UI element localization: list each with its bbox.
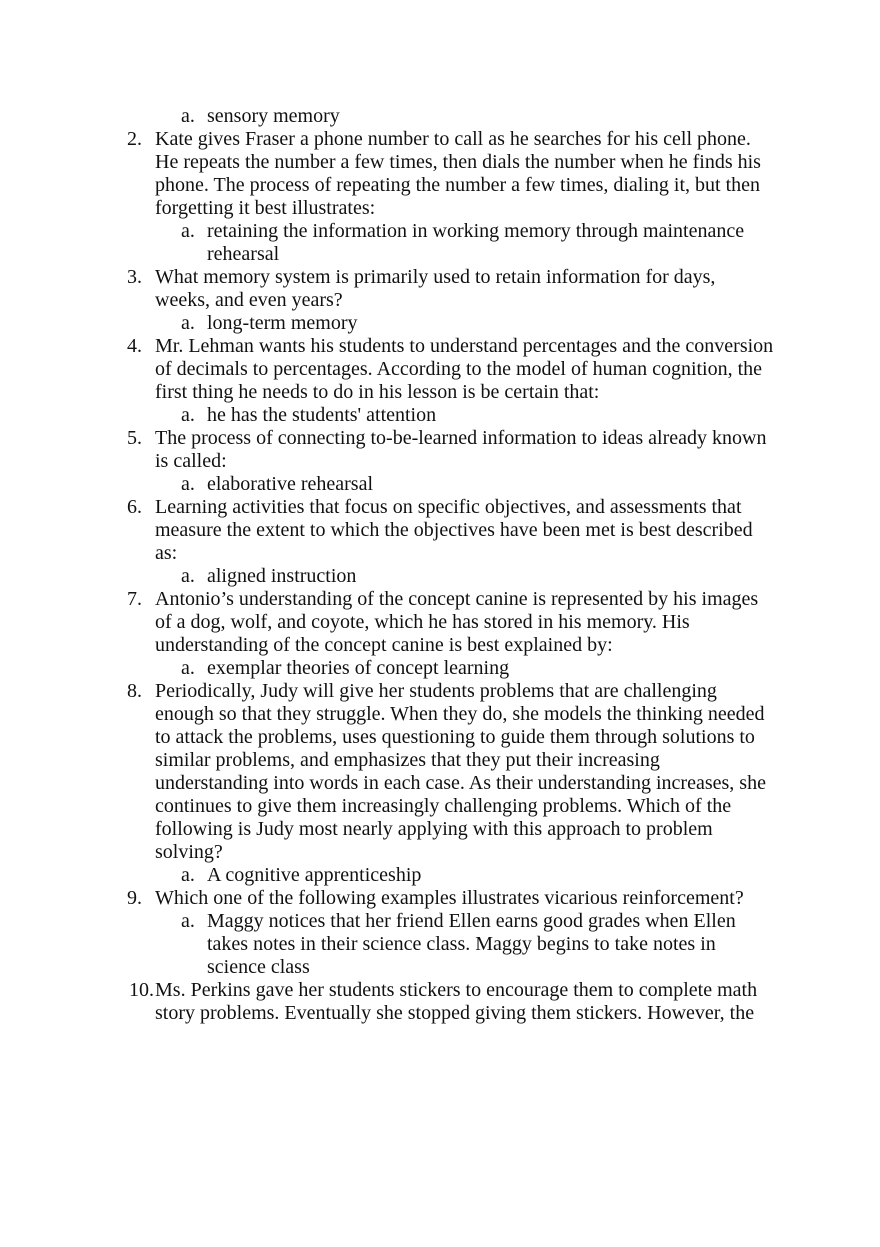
question-text: Mr. Lehman wants his students to understand percentages and the conversion of decimals to percentages. According to the model of human cognition, the first thing he needs to do in his lesson is be certain that: (155, 335, 774, 403)
answer-letter: a. (181, 473, 195, 495)
question-text: Kate gives Fraser a phone number to call as he searches for his cell phone. He repeats the number a few times, then dials the number when he finds his phone. The process of repeating the number a few times, dialing it, but then forgetting it best illustrates: (155, 128, 761, 219)
question-number: 3. (127, 266, 142, 288)
answer-letter: a. (181, 105, 195, 127)
question-text: The process of connecting to-be-learned information to ideas already known is called: (155, 427, 767, 472)
question-7 (127, 588, 775, 657)
answer-text: long-term memory (207, 312, 358, 334)
question-text: What memory system is primarily used to retain information for days, weeks, and even years? (155, 266, 716, 311)
answer-text: aligned instruction (207, 565, 357, 587)
orphan-answer (181, 105, 777, 128)
answer-letter: a. (181, 404, 195, 426)
answer-letter: a. (181, 864, 195, 886)
question-text: Periodically, Judy will give her students problems that are challenging enough so that they struggle. When they do, she models the thinking needed to attack the problems, uses questioning to guide them through solutions to similar problems, and emphasizes that they put their increasing understanding into words in each case. As their understanding increases, she continues to give them increasingly challenging problems. Which of the following is Judy most nearly applying with this approach to problem solving? (155, 680, 766, 863)
answer-text: exemplar theories of concept learning (207, 657, 510, 679)
answer-text: elaborative rehearsal (207, 473, 374, 495)
answer-3 (181, 312, 777, 335)
question-4 (127, 335, 775, 404)
answer-text: A cognitive apprenticeship (207, 864, 422, 886)
question-number: 10. (129, 979, 154, 1001)
question-number: 7. (127, 588, 142, 610)
question-number: 9. (127, 887, 142, 909)
answer-letter: a. (181, 565, 195, 587)
question-2 (127, 128, 775, 220)
answer-6 (181, 565, 777, 588)
answer-letter: a. (181, 657, 195, 679)
answer-text: retaining the information in working memory through maintenance rehearsal (207, 220, 745, 265)
answer-5 (181, 473, 777, 496)
answer-9 (181, 910, 777, 979)
question-text: Antonio’s understanding of the concept canine is represented by his images of a dog, wolf, and coyote, which he has stored in his memory. His understanding of the concept canine is best explained by: (155, 588, 759, 656)
question-text: Ms. Perkins gave her students stickers to encourage them to complete math story problems. Eventually she stopped giving them stickers. However, the (155, 979, 758, 1024)
question-8 (127, 680, 775, 864)
question-10 (129, 979, 775, 1025)
answer-8 (181, 864, 777, 887)
answer-text: sensory memory (207, 105, 340, 127)
answer-2 (181, 220, 777, 266)
question-list (0, 105, 880, 1025)
question-3 (127, 266, 775, 312)
answer-text: Maggy notices that her friend Ellen earns good grades when Ellen takes notes in their science class. Maggy begins to take notes in science class (207, 910, 736, 978)
question-number: 8. (127, 680, 142, 702)
answer-7 (181, 657, 777, 680)
question-6 (127, 496, 775, 565)
question-text: Which one of the following examples illustrates vicarious reinforcement? (155, 887, 744, 909)
answer-letter: a. (181, 312, 195, 334)
question-number: 5. (127, 427, 142, 449)
answer-letter: a. (181, 910, 195, 932)
answer-text: he has the students' attention (207, 404, 437, 426)
question-text: Learning activities that focus on specific objectives, and assessments that measure the extent to which the objectives have been met is best described as: (155, 496, 753, 564)
question-number: 6. (127, 496, 142, 518)
question-number: 2. (127, 128, 142, 150)
question-5 (127, 427, 775, 473)
answer-letter: a. (181, 220, 195, 242)
question-number: 4. (127, 335, 142, 357)
question-9 (127, 887, 775, 910)
answer-4 (181, 404, 777, 427)
